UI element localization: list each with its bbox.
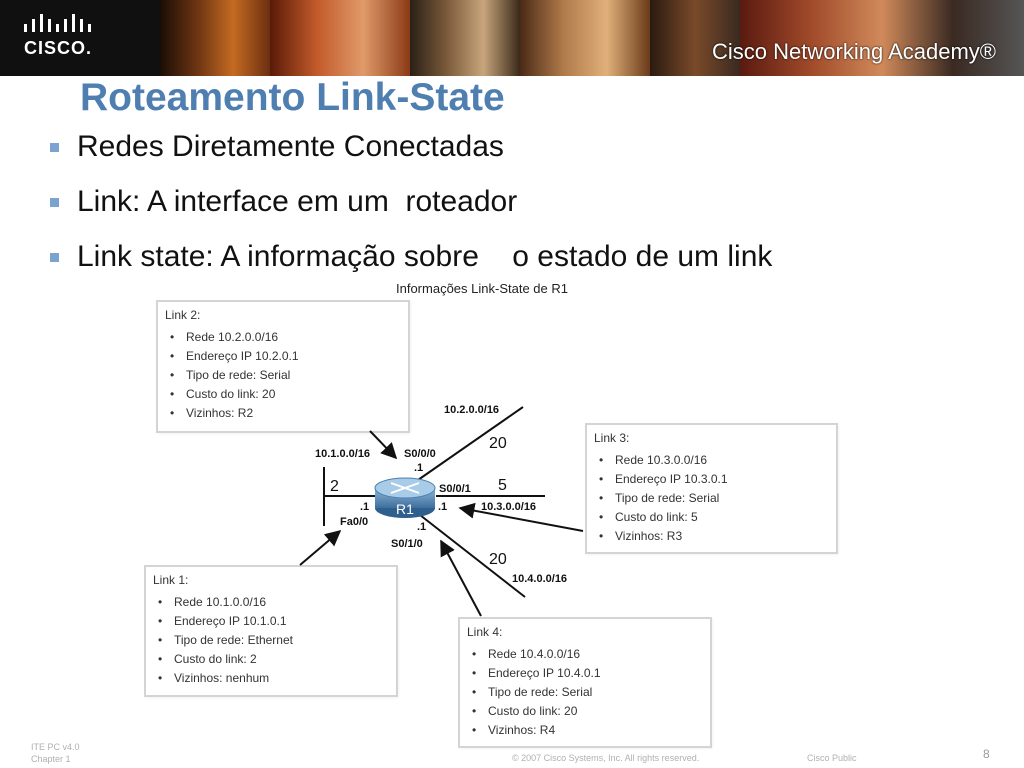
- pointer-arrow-link2: [370, 431, 396, 458]
- link-box-item-text: Tipo de rede: Serial: [615, 491, 720, 505]
- link-box-item-text: Custo do link: 2: [174, 652, 257, 666]
- link-box-item-text: Custo do link: 20: [186, 387, 276, 401]
- network-label-10-3: 10.3.0.0/16: [481, 501, 537, 513]
- footer-course: ITE PC v4.0: [31, 742, 80, 752]
- interface-label-fa00: Fa0/0: [340, 516, 369, 528]
- link-box-item-text: Vizinhos: nenhum: [174, 671, 270, 685]
- cost-label-link3: 5: [498, 477, 507, 494]
- link-box-item: • Tipo de rede: Serial: [472, 685, 593, 699]
- link-box-item-text: Endereço IP 10.2.0.1: [186, 349, 299, 363]
- cost-label-link2: 20: [489, 435, 507, 452]
- link-box-item: • Custo do link: 20: [170, 387, 276, 401]
- link-box-item-text: Vizinhos: R2: [186, 406, 254, 420]
- bullet-text: Link state: A informação sobre o estado de um link: [77, 240, 773, 273]
- ip-suffix-label: .1: [360, 501, 370, 513]
- link-box-item: • Endereço IP 10.4.0.1: [472, 666, 601, 680]
- footer-copyright: © 2007 Cisco Systems, Inc. All rights reserved.: [512, 753, 700, 763]
- link-box-item-text: Rede 10.4.0.0/16: [488, 647, 581, 661]
- link-box-item: • Rede 10.4.0.0/16: [472, 647, 581, 661]
- link-box-item-text: Custo do link: 20: [488, 704, 578, 718]
- link-box-title: Link 4:: [467, 625, 503, 639]
- interface-label-s001: S0/0/1: [439, 483, 471, 495]
- link-box-item-text: Tipo de rede: Serial: [488, 685, 593, 699]
- academy-title: Cisco Networking Academy®: [712, 39, 996, 64]
- link-box-item-text: Endereço IP 10.1.0.1: [174, 614, 287, 628]
- ip-suffix-label: .1: [414, 462, 424, 474]
- link-box-item: • Tipo de rede: Ethernet: [158, 633, 293, 647]
- interface-label-s010: S0/1/0: [391, 538, 423, 550]
- link-box-item: • Custo do link: 2: [158, 652, 257, 666]
- cost-label-link1: 2: [330, 478, 339, 495]
- link-box-item: • Endereço IP 10.1.0.1: [158, 614, 287, 628]
- link-box-item: • Vizinhos: R3: [599, 529, 683, 543]
- ip-suffix-label: .1: [438, 501, 448, 513]
- interface-label-s000: S0/0/0: [404, 448, 436, 460]
- link-box-item: • Rede 10.3.0.0/16: [599, 453, 708, 467]
- bullet-text: Link: A interface em um roteador: [77, 185, 518, 218]
- link-box-item-text: Endereço IP 10.4.0.1: [488, 666, 601, 680]
- page-number: 8: [983, 747, 990, 761]
- logo-wordmark: CISCO.: [24, 38, 93, 58]
- link-box-item-text: Vizinhos: R4: [488, 723, 556, 737]
- link-box-item: • Rede 10.1.0.0/16: [158, 595, 267, 609]
- link-box-item: • Endereço IP 10.3.0.1: [599, 472, 728, 486]
- pointer-arrow-link1: [300, 531, 340, 565]
- ip-suffix-label: .1: [417, 521, 427, 533]
- link-box-item-text: Vizinhos: R3: [615, 529, 683, 543]
- link-box-item-text: Endereço IP 10.3.0.1: [615, 472, 728, 486]
- link-box-item-text: Rede 10.1.0.0/16: [174, 595, 267, 609]
- link-box-item: • Vizinhos: R2: [170, 406, 254, 420]
- link-box-item-text: Rede 10.3.0.0/16: [615, 453, 708, 467]
- footer-course-info: [31, 741, 80, 765]
- slide-title: Roteamento Link-State: [80, 76, 505, 119]
- diagram-title: Informações Link-State de R1: [396, 281, 568, 296]
- link-box-title: Link 1:: [153, 573, 189, 587]
- link-box-title: Link 2:: [165, 308, 201, 322]
- serial-link-10-2: [418, 407, 523, 480]
- serial-link-10-4: [420, 515, 525, 597]
- network-label-10-4: 10.4.0.0/16: [512, 573, 568, 585]
- link-box-item: • Custo do link: 5: [599, 510, 698, 524]
- cost-label-link4: 20: [489, 551, 507, 568]
- link-box-item-text: Tipo de rede: Serial: [186, 368, 291, 382]
- link-box-item-text: Tipo de rede: Ethernet: [174, 633, 293, 647]
- link-box-item: • Rede 10.2.0.0/16: [170, 330, 279, 344]
- link-box-item: • Vizinhos: nenhum: [158, 671, 270, 685]
- link-box-title: Link 3:: [594, 431, 630, 445]
- footer-chapter: Chapter 1: [31, 754, 71, 764]
- link-box-item-text: Custo do link: 5: [615, 510, 698, 524]
- link-box-item: • Tipo de rede: Serial: [599, 491, 720, 505]
- link-box-item: • Vizinhos: R4: [472, 723, 556, 737]
- footer-classification: Cisco Public: [807, 753, 857, 763]
- network-label-10-1: 10.1.0.0/16: [315, 448, 371, 460]
- router-label: R1: [396, 501, 414, 517]
- network-label-10-2: 10.2.0.0/16: [444, 404, 500, 416]
- link-box-item: • Tipo de rede: Serial: [170, 368, 291, 382]
- link-box-item: • Endereço IP 10.2.0.1: [170, 349, 299, 363]
- pointer-arrow-link4: [441, 541, 481, 616]
- link-box-item-text: Rede 10.2.0.0/16: [186, 330, 279, 344]
- link-box-item: • Custo do link: 20: [472, 704, 578, 718]
- bullet-text: Redes Diretamente Conectadas: [77, 130, 504, 163]
